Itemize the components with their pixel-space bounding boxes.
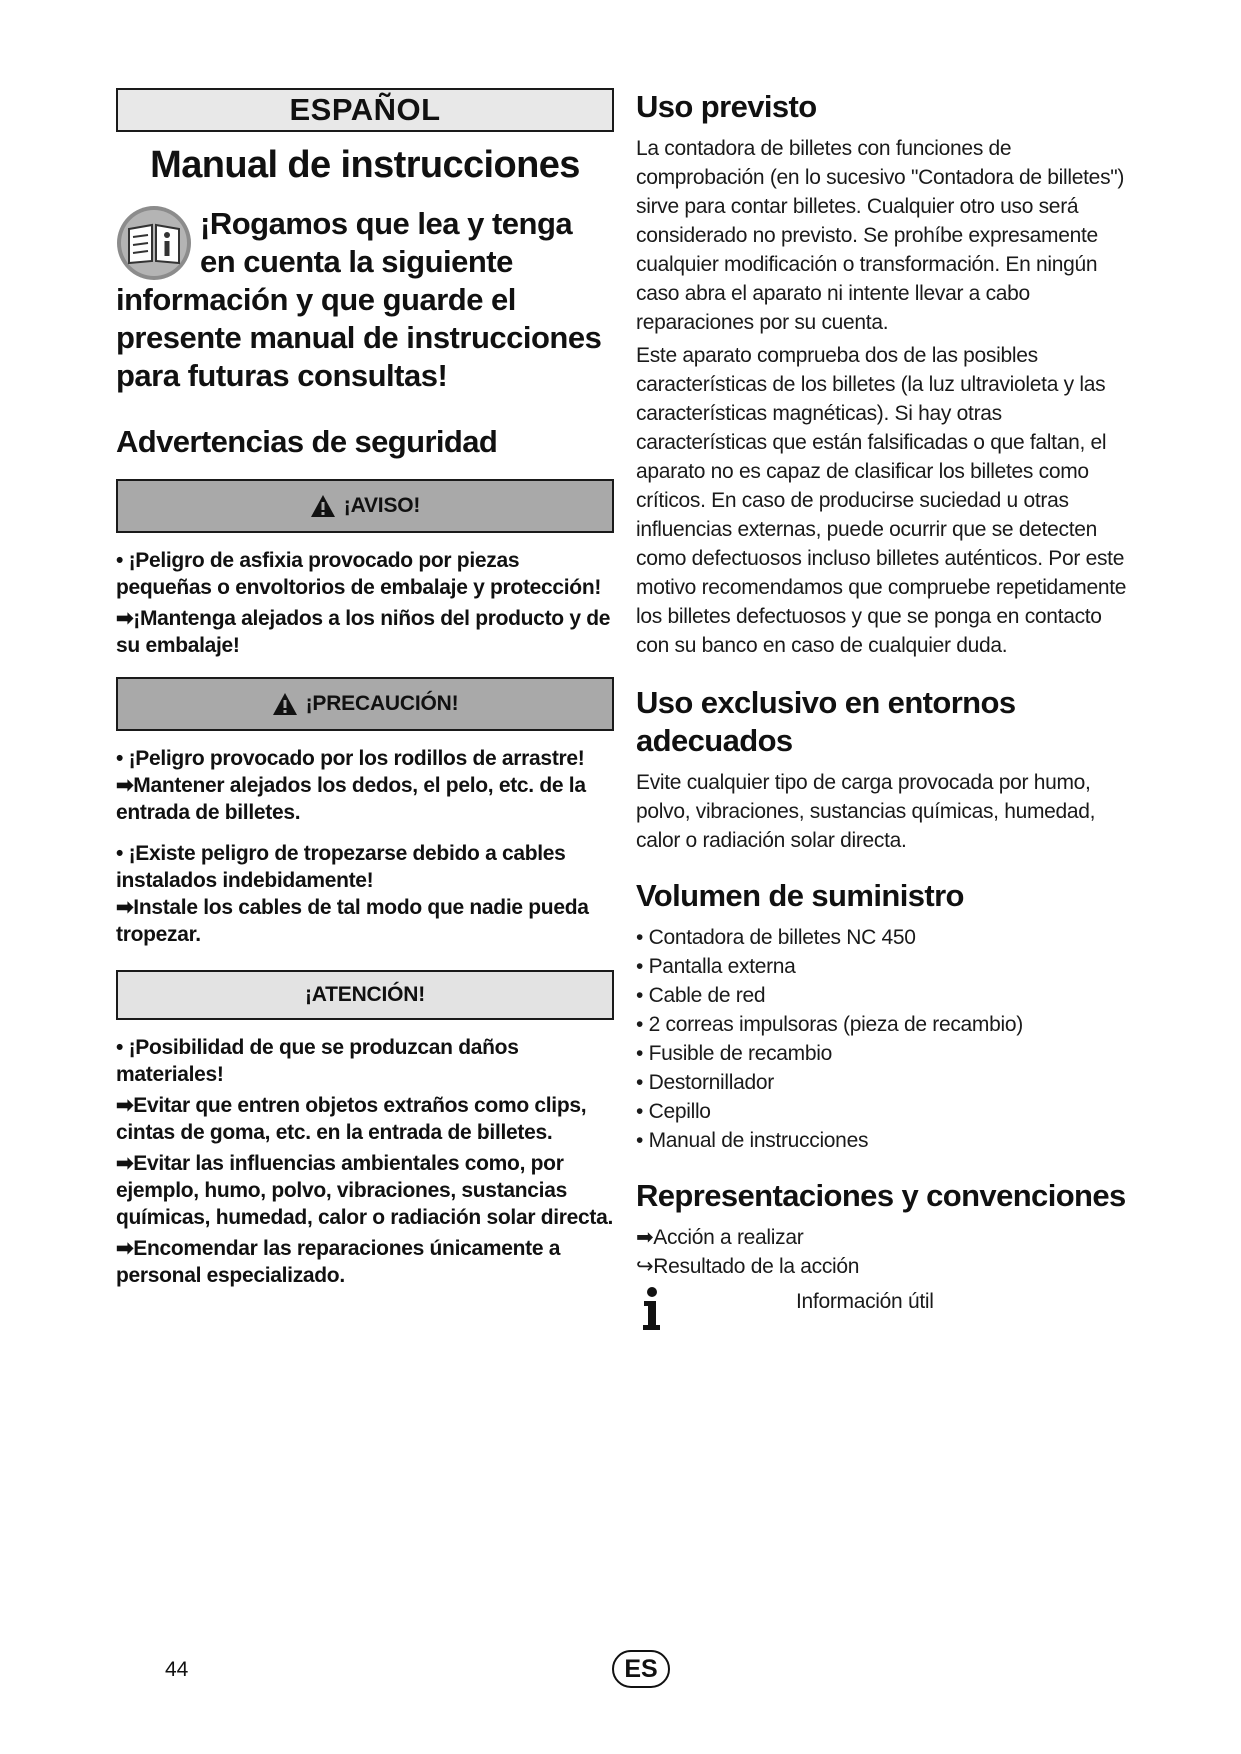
aviso-content xyxy=(116,547,614,659)
convention-info-row xyxy=(636,1287,1136,1331)
precaucion-action-1: ➡Mantener alejados los dedos, el pelo, etc. de la entrada de billetes. xyxy=(116,774,586,824)
aviso-label: ¡AVISO! xyxy=(343,494,421,517)
list-item: • Contadora de billetes NC 450 xyxy=(636,926,916,949)
list-item: • Pantalla externa xyxy=(636,955,796,978)
convention-info: Información útil xyxy=(796,1290,934,1313)
list-item: • Fusible de recambio xyxy=(636,1042,832,1065)
precaucion-hazard-1: • ¡Peligro provocado por los rodillos de arrastre! xyxy=(116,747,585,770)
entornos-heading: Uso exclusivo en entornos adecuados xyxy=(636,685,1016,758)
uso-previsto-heading: Uso previsto xyxy=(636,89,817,124)
list-item: • Destornillador xyxy=(636,1071,774,1094)
intro-text: ¡Rogamos que lea y tenga en cuenta la siguiente información y que guarde el presente manual de instrucciones para futuras consultas! xyxy=(116,206,602,393)
warning-icon xyxy=(272,692,298,716)
atencion-action-1: ➡Evitar que entren objetos extraños como clips, cintas de goma, etc. en la entrada de billetes. xyxy=(116,1094,587,1144)
manual-title: Manual de instrucciones xyxy=(150,144,580,186)
volumen-heading: Volumen de suministro xyxy=(636,878,964,913)
precaucion-label: ¡PRECAUCIÓN! xyxy=(305,692,459,715)
right-column xyxy=(636,88,1136,1331)
left-column xyxy=(116,88,614,1289)
list-item: • Cepillo xyxy=(636,1100,711,1123)
atencion-label: ¡ATENCIÓN! xyxy=(304,983,426,1006)
list-item: • Cable de red xyxy=(636,984,766,1007)
list-item: • Manual de instrucciones xyxy=(636,1129,869,1152)
convention-result: ↪Resultado de la acción xyxy=(636,1255,860,1278)
language-header: ESPAÑOL xyxy=(116,88,614,132)
safety-heading: Advertencias de seguridad xyxy=(116,424,498,459)
page-number: 44 xyxy=(165,1658,189,1681)
convention-action: ➡Acción a realizar xyxy=(636,1226,804,1249)
read-manual-icon xyxy=(116,205,192,281)
aviso-box xyxy=(116,479,614,533)
list-item: • 2 correas impulsoras (pieza de recambio) xyxy=(636,1013,1023,1036)
volumen-list xyxy=(636,923,1136,1155)
precaucion-hazard-2: • ¡Existe peligro de tropezarse debido a cables instalados indebidamente! xyxy=(116,842,566,892)
uso-previsto-paragraph-1: La contadora de billetes con funciones de comprobación (en lo sucesivo "Contadora de billetes") sirve para contar billetes. Cualquier otro uso será considerado no previsto. Se prohíbe expresamente cualquier modificación o transformación. En ningún caso abra el aparato ni intente llevar a cabo reparaciones por su cuenta. xyxy=(636,137,1125,334)
precaucion-action-2: ➡Instale los cables de tal modo que nadie pueda tropezar. xyxy=(116,896,589,946)
precaucion-content-2 xyxy=(116,840,614,948)
representaciones-heading: Representaciones y convenciones xyxy=(636,1178,1126,1213)
info-icon xyxy=(640,1287,664,1331)
atencion-box xyxy=(116,970,614,1020)
precaucion-box xyxy=(116,677,614,731)
entornos-paragraph: Evite cualquier tipo de carga provocada por humo, polvo, vibraciones, sustancias químicas, humedad, calor o radiación solar directa. xyxy=(636,771,1096,852)
atencion-hazard: • ¡Posibilidad de que se produzcan daños materiales! xyxy=(116,1036,519,1086)
precaucion-content-1 xyxy=(116,745,614,826)
intro-notice xyxy=(116,205,614,395)
aviso-hazard: • ¡Peligro de asfixia provocado por piezas pequeñas o envoltorios de embalaje y protección! xyxy=(116,549,602,599)
atencion-action-3: ➡Encomendar las reparaciones únicamente a personal especializado. xyxy=(116,1237,561,1287)
aviso-action: ➡¡Mantenga alejados a los niños del producto y de su embalaje! xyxy=(116,607,611,657)
language-badge: ES xyxy=(612,1650,670,1688)
warning-icon xyxy=(310,494,336,518)
atencion-content xyxy=(116,1034,614,1289)
uso-previsto-paragraph-2: Este aparato comprueba dos de las posibles características de los billetes (la luz ultravioleta y las características magnéticas). Si hay otras características que están falsificadas o que faltan, el aparato no es capaz de clasificar los billetes como críticos. En caso de producirse suciedad u otras influencias externas, puede ocurrir que se detecten como defectuosos incluso billetes auténticos. Por este motivo recomendamos que compruebe repetidamente los billetes defectuosos y que se ponga en contacto con su banco en caso de cualquier duda. xyxy=(636,344,1127,657)
atencion-action-2: ➡Evitar las influencias ambientales como, por ejemplo, humo, polvo, vibraciones, sustancias químicas, humedad, calor o radiación solar directa. xyxy=(116,1152,614,1229)
